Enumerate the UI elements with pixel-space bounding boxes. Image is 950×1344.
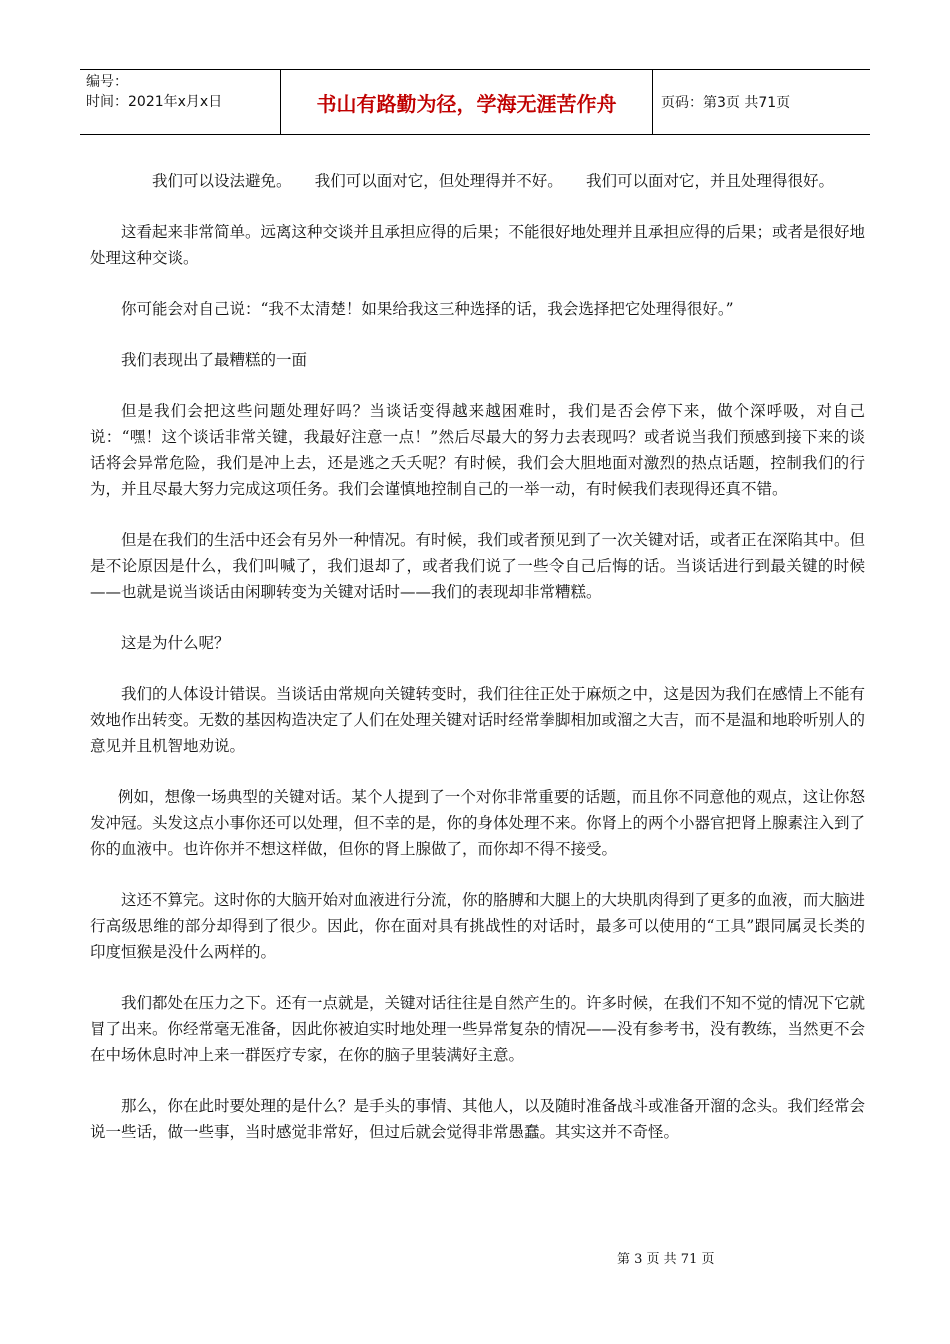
header-page-info: 页码：第3页 共71页 <box>661 95 791 111</box>
paragraph-heading: 我们表现出了最糟糕的一面 <box>121 351 308 369</box>
paragraph: 但是我们会把这些问题处理好吗？当谈话变得越来越困难时，我们是否会停下来，做个深呼吸，对自己说：“嘿！这个谈话非常关键，我最好注意一点！”然后尽最大的努力去表现吗？或者说当我们预感到接下来的谈话将会异常危险，我们是冲上去，还是逃之夭夭呢？有时候，我们会大胆地面对激烈的热点话题，控制我们的行为，并且尽最大努力完成这项任务。我们会谨慎地控制自己的一举一动，有时候我们表现得还真不错。 <box>90 402 865 498</box>
page-footer: 第 3 页 共 71 页 <box>617 1252 715 1267</box>
header-motto: 书山有路勤为径，学海无涯苦作舟 <box>280 70 653 134</box>
paragraph: 这是为什么呢？ <box>121 634 230 652</box>
paragraph: 我们的人体设计错误。当谈话由常规向关键转变时，我们往往正处于麻烦之中，这是因为我们在感情上不能有效地作出转变。无数的基因构造决定了人们在处理关键对话时经常拳脚相加或溜之大吉，而不是温和地聆听别人的意见并且机智地劝说。 <box>90 685 866 755</box>
paragraph: 那么，你在此时要处理的是什么？是手头的事情、其他人，以及随时准备战斗或准备开溜的念头。我们经常会说一些话，做一些事，当时感觉非常好，但过后就会觉得非常愚蠢。其实这并不奇怪。 <box>90 1097 866 1141</box>
page-header <box>80 69 870 135</box>
paragraph: 例如，想像一场典型的关键对话。某个人提到了一个对你非常重要的话题，而且你不同意他的观点，这让你怒发冲冠。头发这点小事你还可以处理，但不幸的是，你的身体处理不来。你肾上的两个小器官把肾上腺素注入到了你的血液中。也许你并不想这样做，但你的肾上腺做了，而你却不得不接受。 <box>90 788 866 858</box>
header-meta <box>80 70 280 134</box>
paragraph: 但是在我们的生活中还会有另外一种情况。有时候，我们或者预见到了一次关键对话，或者正在深陷其中。但是不论原因是什么，我们叫喊了，我们退却了，或者我们说了一些令自己后悔的话。当谈话进行到最关键的时候——也就是说当谈话由闲聊转变为关键对话时——我们的表现却非常糟糕。 <box>90 531 866 601</box>
paragraph: 你可能会对自己说：“我不太清楚！如果给我这三种选择的话，我会选择把它处理得很好。” <box>121 300 734 318</box>
paragraph: 这还不算完。这时你的大脑开始对血液进行分流，你的胳膊和大腿上的大块肌肉得到了更多的血液，而大脑进行高级思维的部分却得到了很少。因此，你在面对具有挑战性的对话时，最多可以使用的“工具”跟同属灵长类的印度恒猴是没什么两样的。 <box>90 891 866 961</box>
document-time-label: 时间：2021年x月x日 <box>86 94 223 110</box>
document-number-label: 编号： <box>86 74 128 90</box>
paragraph: 我们可以设法避免。 我们可以面对它，但处理得并不好。 我们可以面对它，并且处理得很好。 <box>152 172 835 190</box>
paragraph: 我们都处在压力之下。还有一点就是，关键对话往往是自然产生的。许多时候，在我们不知不觉的情况下它就冒了出来。你经常毫无准备，因此你被迫实时地处理一些异常复杂的情况——没有参考书，没有教练，当然更不会在中场休息时冲上来一群医疗专家，在你的脑子里装满好主意。 <box>90 994 866 1064</box>
paragraph: 这看起来非常简单。远离这种交谈并且承担应得的后果；不能很好地处理并且承担应得的后果；或者是很好地处理这种交谈。 <box>90 223 866 267</box>
document-body <box>90 168 865 1170</box>
